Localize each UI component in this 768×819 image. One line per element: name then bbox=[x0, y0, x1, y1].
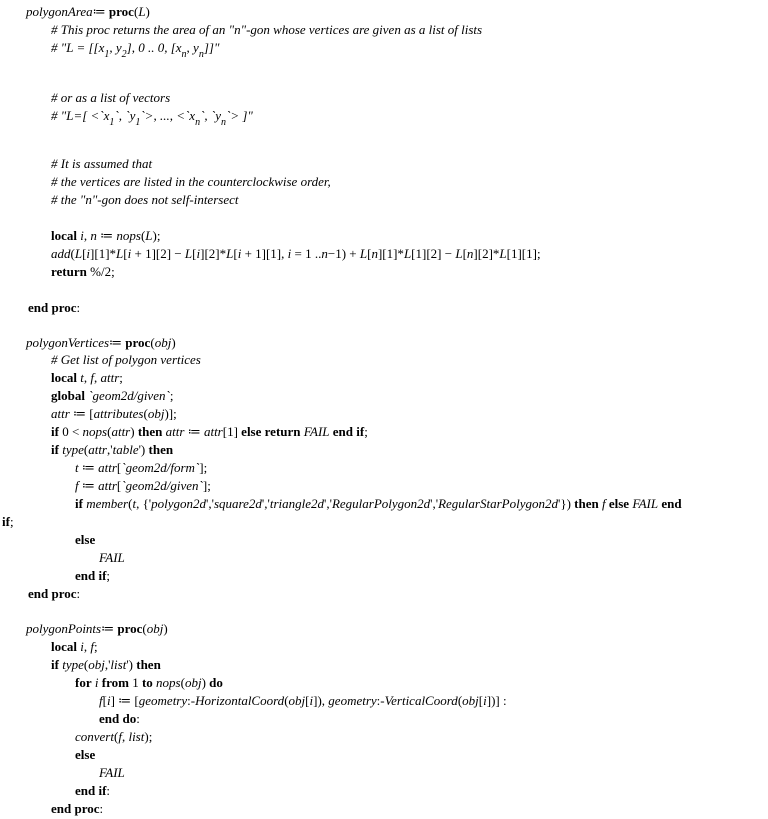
code-line: convert(f, list); bbox=[75, 729, 153, 744]
code-line: global `geom2d/given`; bbox=[51, 388, 174, 403]
code-line: local i, f; bbox=[51, 639, 98, 654]
code-line: else bbox=[75, 532, 96, 547]
code-line: if 0 < nops(attr) then attr ≔ attr[1] else return FAIL end if; bbox=[51, 424, 368, 439]
code-line: local t, f, attr; bbox=[51, 370, 123, 385]
code-line: if type(attr,'table') then bbox=[51, 442, 174, 457]
code-line: if type(obj,'list') then bbox=[51, 657, 161, 672]
code-line: end proc: bbox=[51, 801, 104, 816]
code-comment: # the "n"-gon does not self-intersect bbox=[51, 192, 239, 207]
code-comment: # "$L=[ <`x_1`$, $`y_1`>$, ..., $<`x_n`$, $`y_n`>$ ]" bbox=[51, 108, 253, 128]
code-comment: # It is assumed that bbox=[51, 156, 153, 171]
code-comment: # Get list of polygon vertices bbox=[51, 352, 201, 367]
code-comment: # This proc returns the area of an "n"-gon whose vertices are given as a list of lists bbox=[51, 22, 483, 37]
code-comment: # or as a list of vectors bbox=[51, 90, 171, 105]
code-comment: # "$L = [[x_1$, $y_2$], 0 .. 0, [$x_n$, $y_n$]]" bbox=[51, 40, 220, 60]
code-line: return %/2; bbox=[51, 264, 115, 279]
code-line: end if; bbox=[75, 568, 111, 583]
code-line: else bbox=[75, 747, 96, 762]
code-line: attr ≔ [attributes(obj)]; bbox=[51, 406, 177, 421]
code-line: end proc: bbox=[28, 586, 81, 601]
code-line: f ≔ attr[`geom2d/given`]; bbox=[75, 478, 211, 493]
code-line: for i from 1 to nops(obj) do bbox=[75, 675, 223, 690]
code-line: FAIL bbox=[99, 550, 125, 565]
code-line: if; bbox=[2, 514, 14, 529]
code-comment: # the vertices are listed in the counterclockwise order, bbox=[51, 174, 331, 189]
code-line-proc-header: polygonVertices≔ proc(obj) bbox=[26, 335, 176, 350]
code-line: local i, n ≔ nops(L); bbox=[51, 228, 161, 243]
code-line: t ≔ attr[`geom2d/form`]; bbox=[75, 460, 208, 475]
code-line-proc-header: polygonArea≔ proc(L) bbox=[26, 4, 150, 19]
code-line: f[i] ≔ [geometry:-HorizontalCoord(obj[i]), geometry:-VerticalCoord(obj[i])] : bbox=[99, 693, 507, 708]
code-line-proc-header: polygonPoints≔ proc(obj) bbox=[26, 621, 168, 636]
code-line: end do: bbox=[99, 711, 140, 726]
code-line: add(L[i][1]*L[i + 1][2] − L[i][2]*L[i + 1][1], i = 1 ..n−1) + L[n][1]*L[1][2] − L[n][2]*L[1][1]; bbox=[51, 246, 541, 261]
code-line: FAIL bbox=[99, 765, 125, 780]
code-line: end proc: bbox=[28, 300, 81, 315]
code-line: if member(t, {'polygon2d','square2d','triangle2d','RegularPolygon2d','RegularStarPolygon2d'}) then f else FAIL end bbox=[75, 496, 682, 511]
code-line: end if: bbox=[75, 783, 111, 798]
